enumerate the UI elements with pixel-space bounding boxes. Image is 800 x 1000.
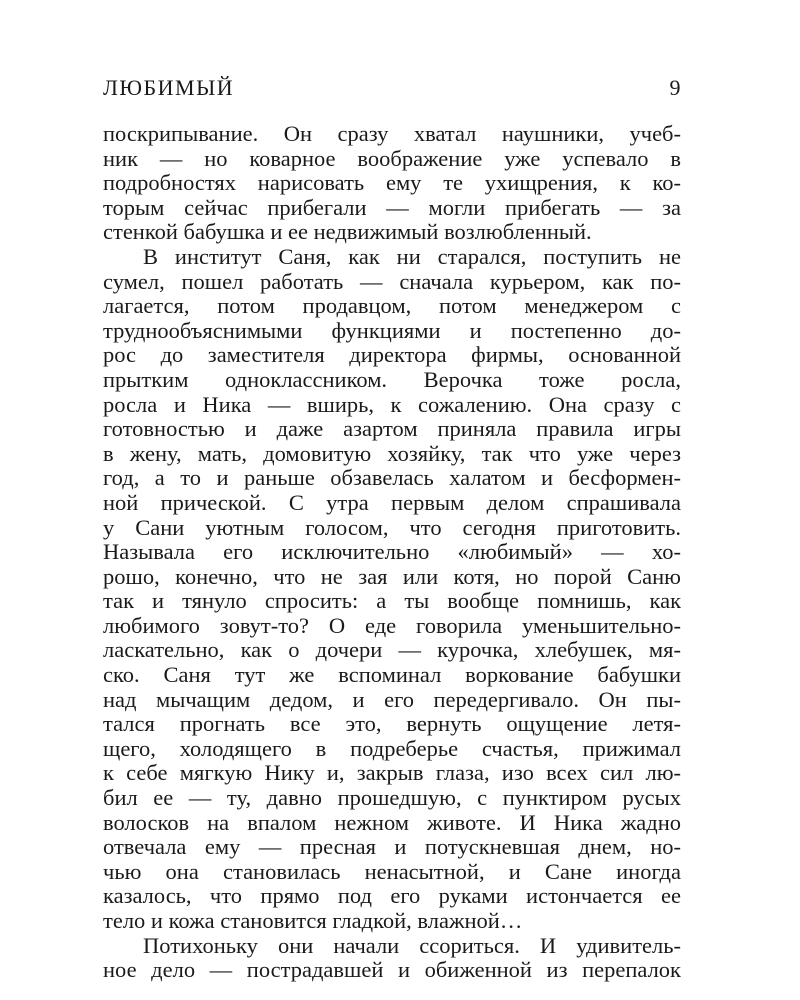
text-line: лагается, потом продавцом, потом менеджером с bbox=[103, 294, 681, 319]
text-line: стенкой бабушка и ее недвижимый возлюбленный. bbox=[103, 220, 592, 245]
text-line: ной прической. С утра первым делом спрашивала bbox=[103, 490, 681, 515]
text-line: росла и Ника — вширь, к сожалению. Она сразу с bbox=[103, 392, 681, 417]
text-line: отвечала ему — пресная и потускневшая днем, но- bbox=[103, 835, 681, 860]
text-line: тело и кожа становится гладкой, влажной… bbox=[103, 909, 523, 933]
text-line: так и тянуло спросить: а ты вообще помнишь, как bbox=[103, 589, 681, 614]
text-line: поскрипывание. Он сразу хватал наушники, учеб- bbox=[103, 122, 681, 146]
page-number: 9 bbox=[669, 75, 681, 100]
paragraph bbox=[103, 122, 681, 245]
running-head bbox=[103, 75, 681, 105]
text-line: рос до заместителя директора фирмы, основанной bbox=[103, 343, 681, 368]
text-line: ник — но коварное воображение уже успевало в bbox=[103, 146, 681, 171]
text-line: ное дело — пострадавшей и обиженной из перепалок bbox=[103, 958, 681, 983]
text-line: ласкательно, как о дочери — курочка, хлебушек, мя- bbox=[103, 638, 681, 663]
body-text bbox=[103, 122, 681, 983]
text-line: В институт Саня, как ни старался, поступить не bbox=[143, 244, 681, 269]
text-line: волосков на впалом нежном животе. И Ника жадно bbox=[103, 810, 681, 835]
text-line: бил ее — ту, давно прошедшую, с пунктиром русых bbox=[103, 786, 681, 811]
text-line: прытким одноклассником. Верочка тоже росла, bbox=[103, 367, 681, 392]
text-line: труднообъяснимыми функциями и постепенно до- bbox=[103, 318, 681, 343]
text-line: в жену, мать, домовитую хозяйку, так что уже через bbox=[103, 441, 681, 466]
text-line: к себе мягкую Нику и, закрыв глаза, изо всех сил лю- bbox=[103, 761, 681, 786]
text-line: рошо, конечно, что не зая или котя, но порой Саню bbox=[103, 564, 681, 589]
text-line: чью она становилась ненасытной, и Сане иногда bbox=[103, 859, 681, 884]
text-line: над мычащим дедом, и его передергивало. Он пы- bbox=[103, 687, 681, 712]
text-line: щего, холодящего в подреберье счастья, прижимал bbox=[103, 736, 681, 761]
text-line: сумел, пошел работать — сначала курьером, как по- bbox=[103, 269, 681, 294]
text-line: подробностях нарисовать ему те ухищрения, к ко- bbox=[103, 171, 681, 196]
text-line: Потихоньку они начали ссориться. И удивитель- bbox=[143, 933, 681, 958]
text-line: торым сейчас прибегали — могли прибегать — за bbox=[103, 195, 681, 220]
text-line: казалось, что прямо под его руками истончается ее bbox=[103, 884, 681, 909]
paragraph bbox=[103, 245, 681, 934]
paragraph bbox=[103, 934, 681, 983]
text-line: Называла его исключительно «любимый» — хо- bbox=[103, 540, 681, 565]
text-line: у Сани уютным голосом, что сегодня приготовить. bbox=[103, 515, 681, 540]
chapter-title: ЛЮБИМЫЙ bbox=[103, 75, 235, 100]
text-line: тался прогнать все это, вернуть ощущение летя- bbox=[103, 712, 681, 737]
text-line: год, а то и раньше обзавелась халатом и бесформен- bbox=[103, 466, 681, 491]
text-line: готовностью и даже азартом приняла правила игры bbox=[103, 417, 681, 442]
text-line: ско. Саня тут же вспоминал воркование бабушки bbox=[103, 663, 681, 688]
text-line: любимого зовут-то? О еде говорила уменьшительно- bbox=[103, 613, 681, 638]
